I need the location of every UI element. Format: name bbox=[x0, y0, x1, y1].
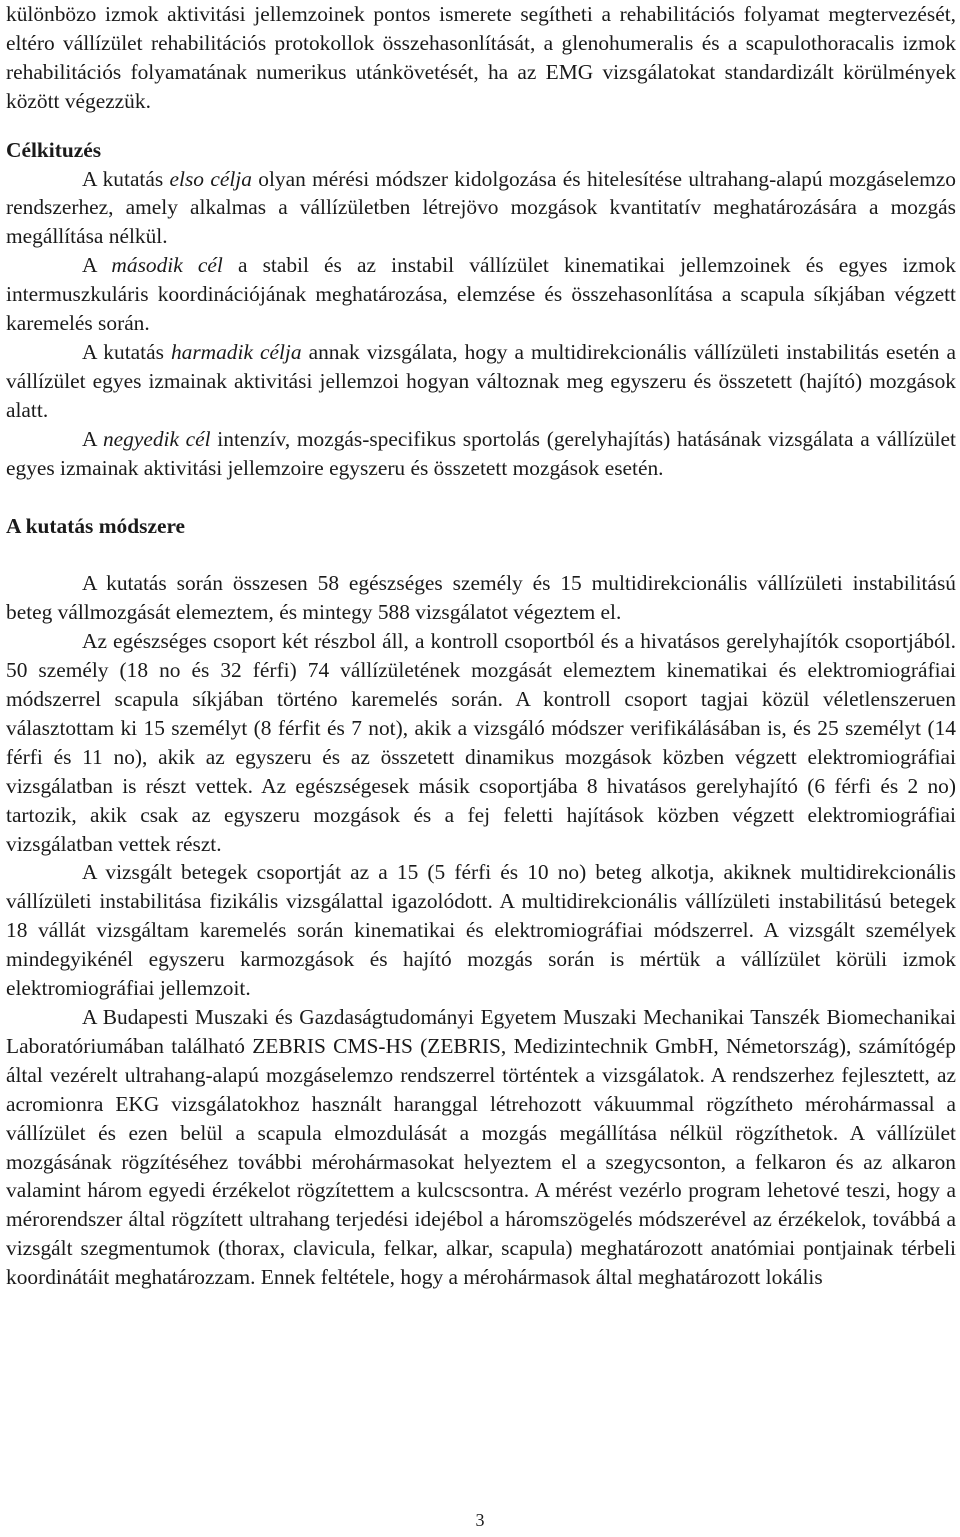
section-heading-goals: Célkituzés bbox=[6, 137, 102, 162]
spacer bbox=[6, 116, 956, 136]
goal-2-pre: A bbox=[82, 253, 112, 278]
goal-paragraph-4 bbox=[6, 425, 956, 483]
goal-4-post: intenzív, mozgás-specifikus sportolás (gerelyhajítás) hatásának vizsgálata a vállízület egyes izmainak aktivitási jellemzoire egyszeru és összetett mozgások esetén. bbox=[6, 426, 956, 480]
goal-3-pre: A kutatás bbox=[82, 339, 171, 364]
methods-paragraph-1: A kutatás során összesen 58 egészséges személy és 15 multidirekcionális vállízületi instabilitású beteg vállmozgását elemeztem, és mintegy 588 vizsgálatot végeztem el. bbox=[6, 571, 956, 625]
goal-4-emphasis: negyedik cél bbox=[102, 426, 211, 451]
goal-2-post: a stabil és az instabil vállízület kinematikai jellemzoinek és egyes izmok intermuszkuláris koordinációjának meghatározása, elemzése és összehasonlítása a scapula síkjában végzett karemelés során. bbox=[6, 253, 957, 336]
methods-paragraph-4: A Budapesti Muszaki és Gazdaságtudományi Egyetem Muszaki Mechanikai Tanszék Biomechanikai Laboratóriumában található ZEBRIS CMS-HS (ZEBRIS, Medizintechnik GmbH, Németország), számítógép által vezérelt ultrahang-alapú mozgáselemzo rendszerrel történtek a vizsgálatok. A rendszerhez fejlesztett, az acromionra EKG vizsgálatokhoz használt haranggal létrehozott vákuummal rögzítheto mérohármassal a vállízület és ezen belül a scapula elmozdulását a mozgás megállítása nélkül rögzíthetok. A vállízület mozgásának rögzítéséhez további mérohármasokat helyeztem el a szegycsonton, a felkaron és az alkaron valamint három egyedi érzékelot rögzítettem a kulcscsontra. A mérést vezérlo program lehetové teszi, hogy a mérorendszer által rögzített ultrahang terjedési idejébol a háromszögelés módszerével az érzékelok, továbbá a vizsgált szegmentumok (thorax, clavicula, felkar, alkar, scapula) meghatározott anatómiai pontjainak térbeli koordinátáit meghatározzam. Ennek feltétele, hogy a mérohármasok által meghatározott lokális bbox=[6, 1005, 956, 1290]
intro-paragraph: különbözo izmok aktivitási jellemzoinek pontos ismerete segítheti a rehabilitációs folyamat megtervezését, eltéro vállízület rehabilitációs protokollok összehasonlítását, a glenohumeralis és a scapulothoracalis izmok rehabilitációs folyamatának numerikus utánkövetését, ha az EMG vizsgálatokat standardizált körülmények között végezzük. bbox=[6, 2, 956, 113]
methods-paragraph-2: Az egészséges csoport két részbol áll, a kontroll csoportból és a hivatásos gerelyhajítók csoportjából. 50 személy (18 no és 32 férfi) 74 vállízületének mozgását elemeztem kinematikai és elektromiográfiai módszerrel scapula síkjában történo karemelés során. A kontroll csoport tagjai közül véletlenszeruen választottam ki 15 személyt (8 férfit és 7 not), akik a vizsgáló módszer verifikálásában is, és 25 személyt (14 férfi és 11 no), akik az egyszeru és az összetett dinamikus mozgások közben végzett elektromiográfiai vizsgálatban is részt vettek. Az egészségesek másik csoportjába 8 hivatásos gerelyhajító (6 férfi és 2 no) tartozik, akik csak az egyszeru mozgások és a fej feletti hajítások közben végzett elektromiográfiai vizsgálatban vettek részt. bbox=[6, 629, 956, 856]
section-heading-methods: A kutatás módszere bbox=[6, 513, 186, 538]
goal-paragraph-3 bbox=[6, 338, 956, 425]
goal-1-emphasis: elso célja bbox=[169, 166, 252, 191]
document-page bbox=[6, 0, 956, 1292]
goal-3-emphasis: harmadik célja bbox=[170, 339, 302, 364]
goal-1-pre: A kutatás bbox=[82, 166, 170, 191]
page-number: 3 bbox=[475, 1510, 485, 1530]
goal-2-emphasis: második cél bbox=[111, 253, 223, 278]
goal-paragraph-2 bbox=[6, 251, 956, 338]
spacer bbox=[6, 540, 956, 569]
methods-paragraph-3: A vizsgált betegek csoportját az a 15 (5 férfi és 10 no) beteg alkotja, akiknek multidirekcionális vállízületi instabilitása fizikális vizsgálattal igazolódott. A multidirekcionális vállízületi instabilitású betegek 18 vállát vizsgáltam karemelés során kinematikai és elektromiográfiai módszerrel. A vizsgált személyek mindegyikénél egyszeru karmozgások és hajító mozgás során is mértük a vállízület körüli izmok elektromiográfiai jellemzoit. bbox=[6, 860, 956, 1001]
goal-1-post: olyan mérési módszer kidolgozása és hitelesítése ultrahang-alapú mozgáselemzo rendszerhez, amely alkalmas a vállízületben létrejövo mozgások kvantitatív meghatározására a mozgás megállítása nélkül. bbox=[6, 166, 957, 249]
spacer bbox=[6, 483, 956, 512]
goal-paragraph-1 bbox=[6, 165, 956, 252]
goal-3-post: annak vizsgálata, hogy a multidirekcionális vállízületi instabilitás esetén a vállízület egyes izmainak aktivitási jellemzoi hogyan változnak meg egyszeru és összetett (hajító) mozgások alatt. bbox=[6, 339, 956, 422]
goal-4-pre: A bbox=[82, 426, 103, 451]
